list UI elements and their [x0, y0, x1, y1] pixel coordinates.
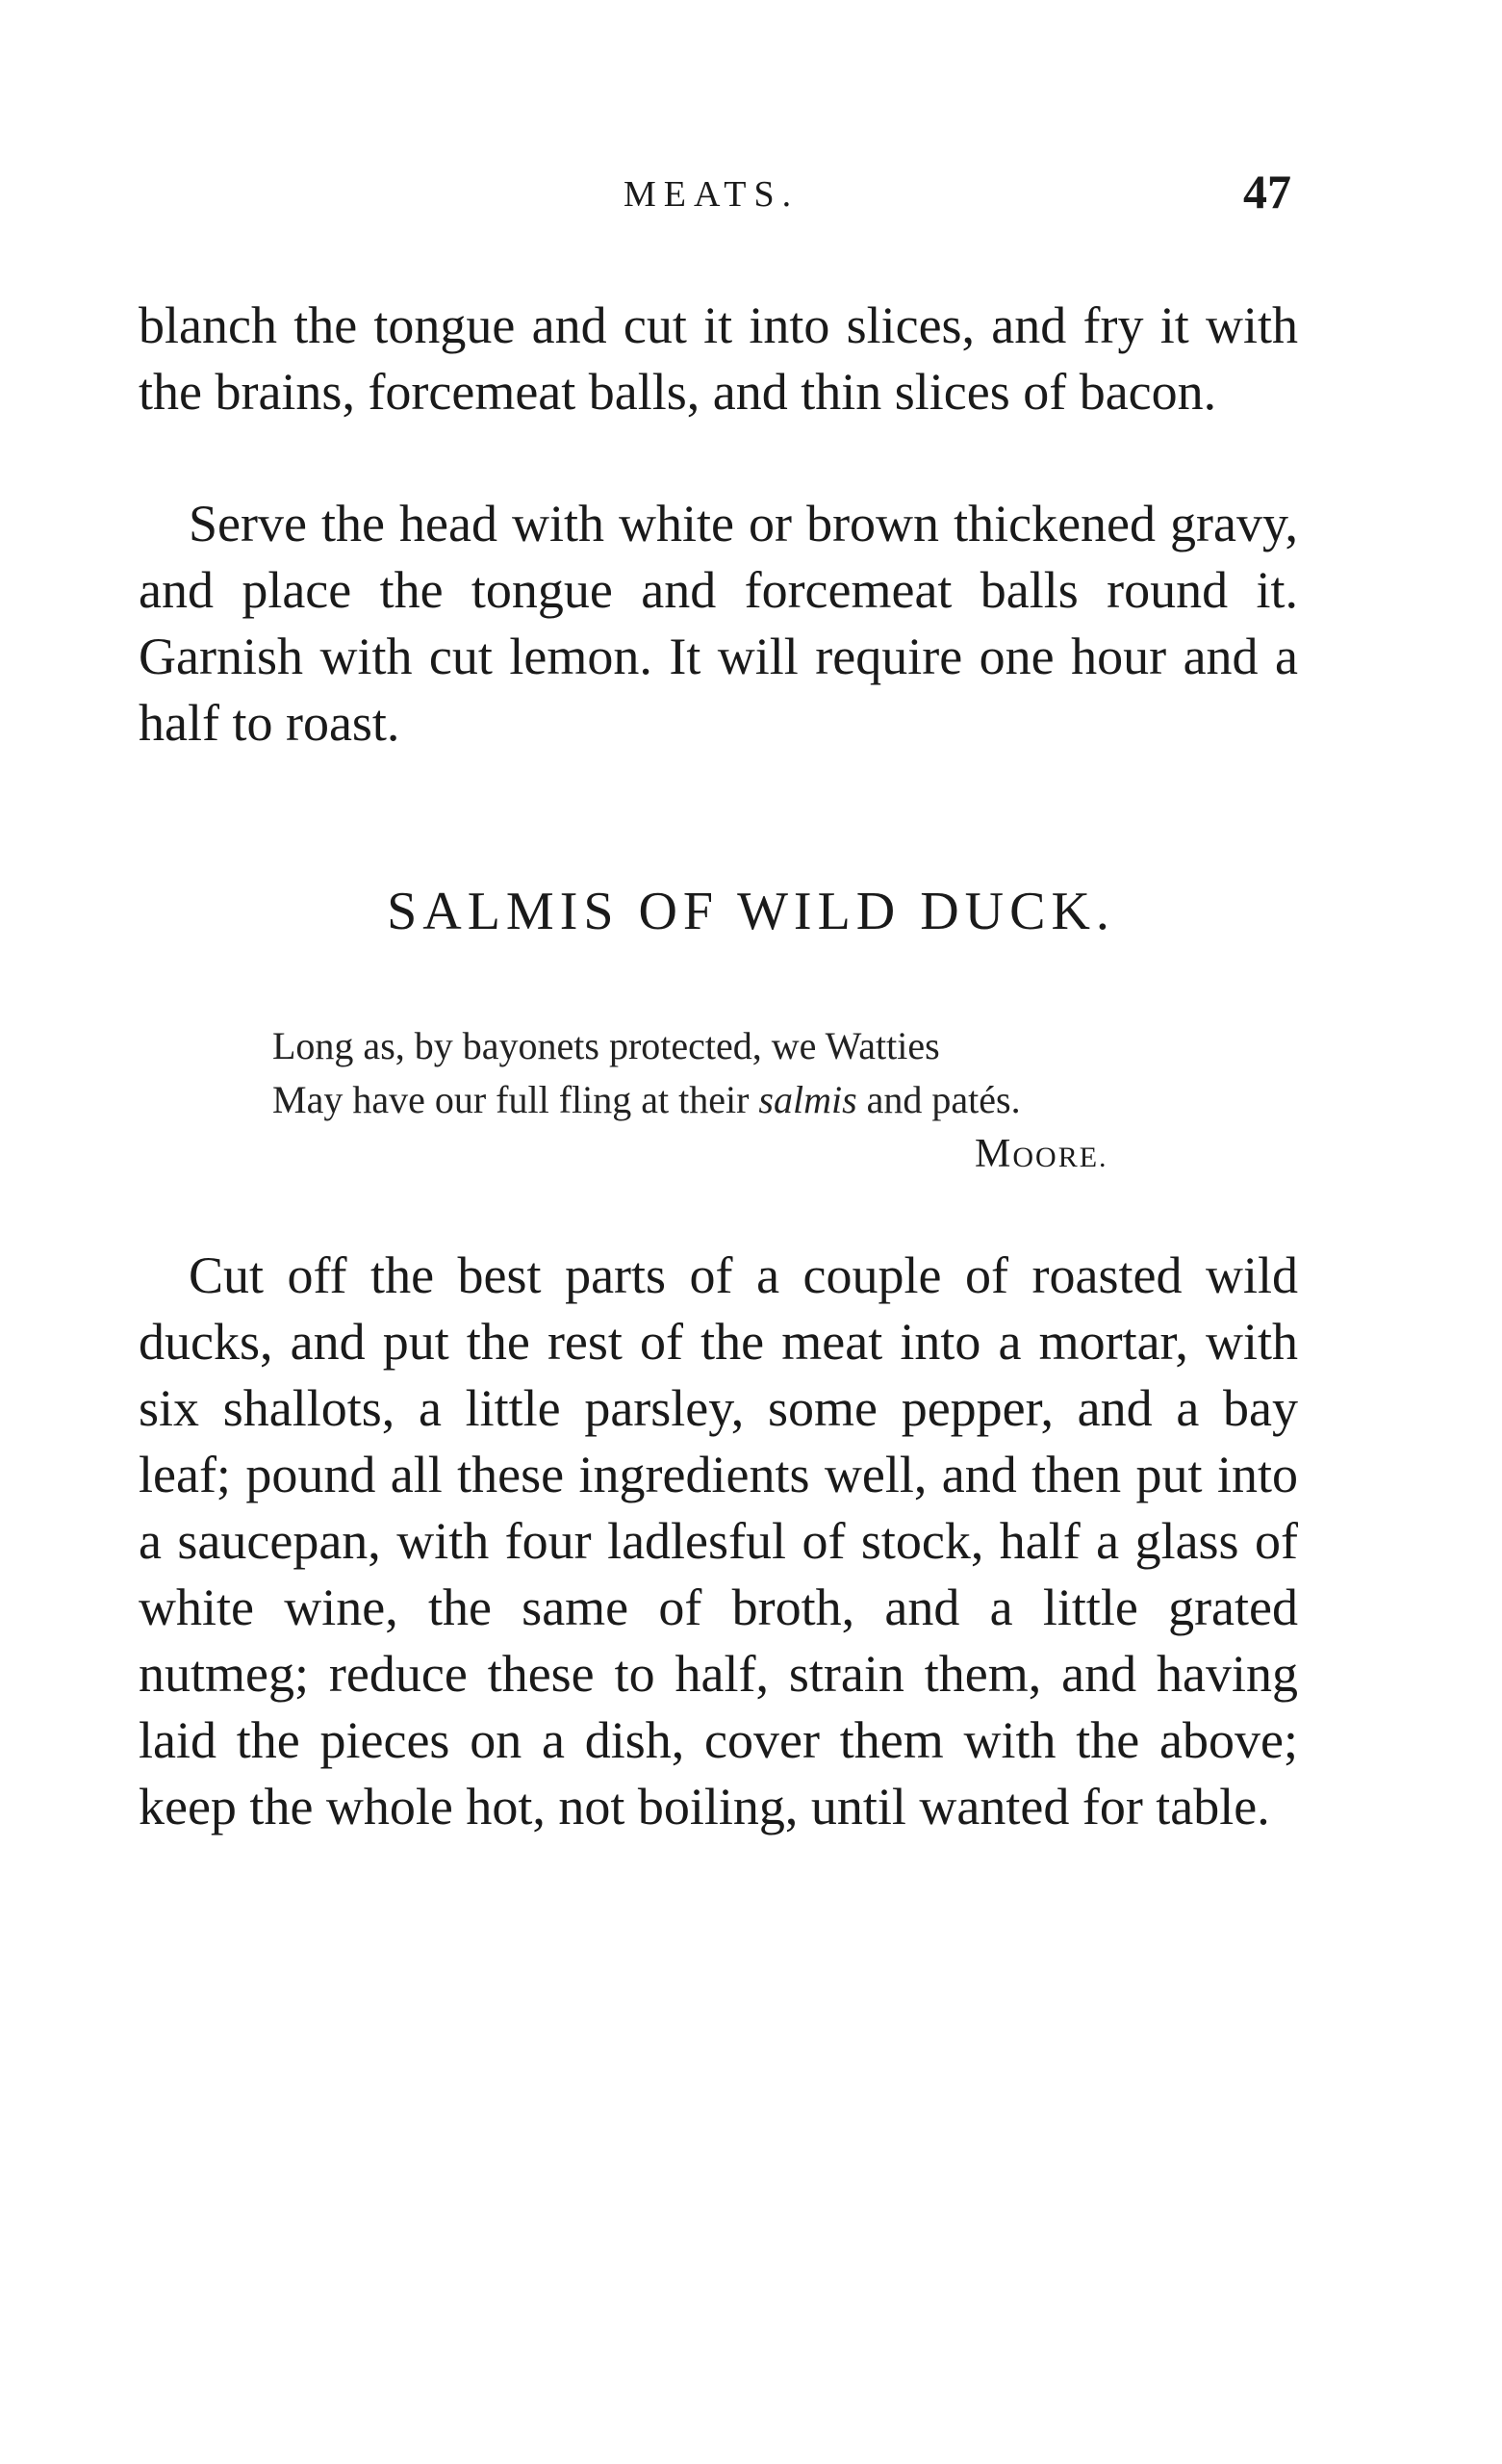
- paragraph-continuation: blanch the tongue and cut it into slices, and fry it with the brains, forcemeat balls, and thin slices of bacon.: [139, 296, 1298, 421]
- epigraph-text: May have our full fling at their: [272, 1078, 759, 1121]
- epigraph-line-1: Long as, by bayonets protected, we Watties: [272, 1024, 940, 1067]
- paragraph-serving: Serve the head with white or brown thickened gravy, and place the tongue and forcemeat balls round it. Garnish with cut lemon. It will require one hour and a half to roast.: [139, 495, 1298, 752]
- page-number: 47: [1243, 165, 1291, 218]
- section-heading: SALMIS OF WILD DUCK.: [387, 882, 1115, 941]
- epigraph-text-end: and patés.: [856, 1078, 1021, 1121]
- running-head: MEATS.: [624, 174, 800, 215]
- epigraph-line-2: [272, 1076, 1021, 1124]
- recipe-paragraph: Cut off the best parts of a couple of roasted wild ducks, and put the rest of the meat into a mortar, with six shallots, a little parsley, some pepper, and a bay leaf; pound all these ingredients well, and then put into a saucepan, with four ladlesful of stock, half a glass of white wine, the same of broth, and a little grated nutmeg; reduce these to half, strain them, and having laid the pieces on a dish, cover them with the above; keep the whole hot, not boiling, until wanted for table.: [139, 1246, 1298, 1835]
- epigraph-italic-word: salmis: [758, 1078, 857, 1121]
- attribution-initial: M: [975, 1132, 1013, 1176]
- attribution-rest: OORE.: [1012, 1142, 1108, 1173]
- epigraph-attribution: [975, 1131, 1108, 1177]
